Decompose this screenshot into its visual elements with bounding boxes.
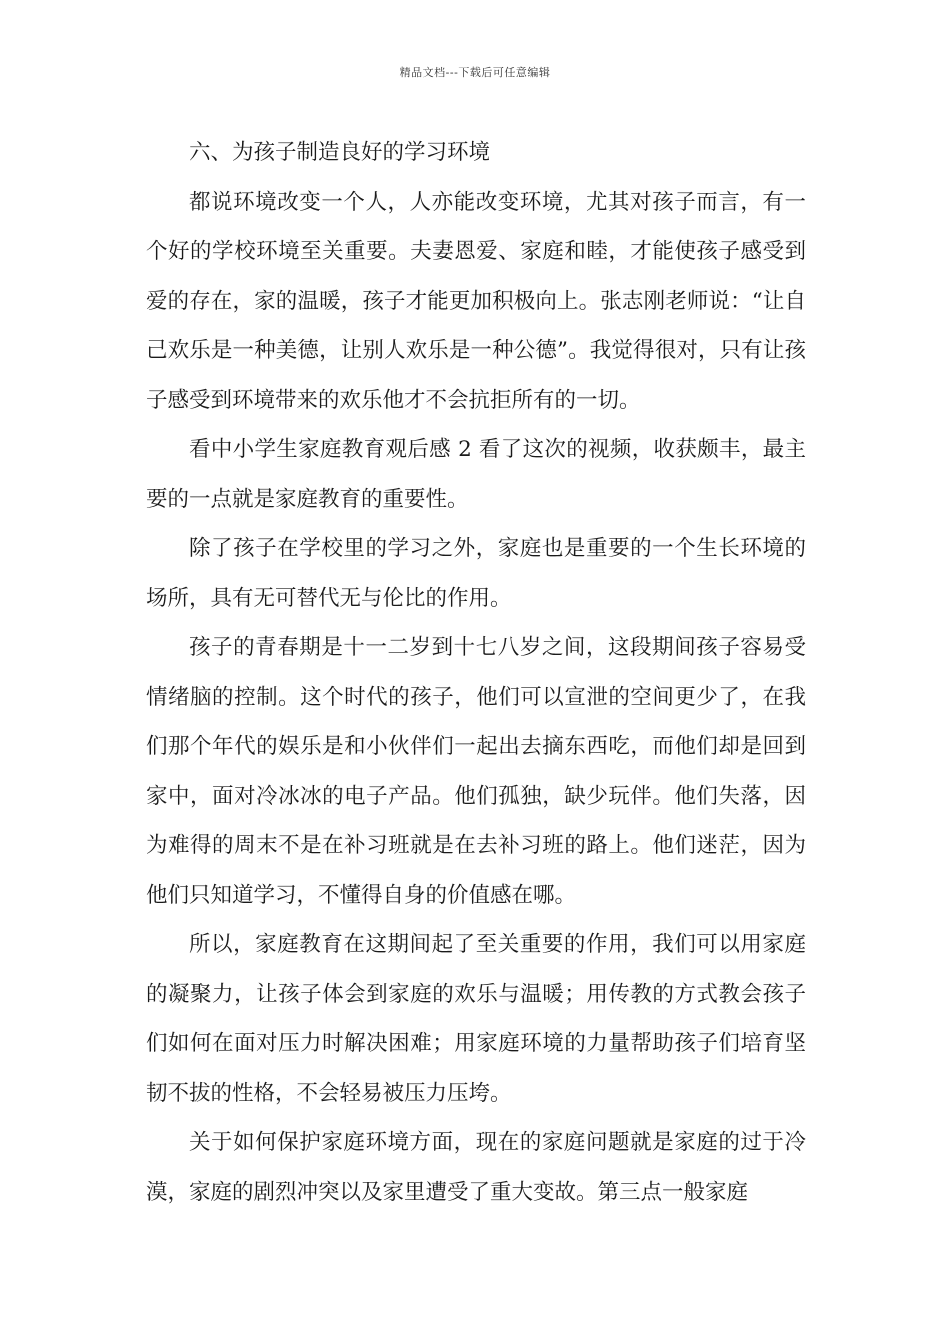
page-header: 精品文档---下载后可任意编辑 xyxy=(399,66,551,79)
paragraph: 都说环境改变一个人，人亦能改变环境，尤其对孩子而言，有一个好的学校环境至关重要。夫妻恩爱、家庭和睦，才能使孩子感受到爱的存在，家的温暖，孩子才能更加积极向上。张志刚老师说：“让自己欢乐是一种美德，让别人欢乐是一种公德”。我觉得很对，只有让孩子感受到环境带来的欢乐他才不会抗拒所有的一切。 xyxy=(146,189,806,413)
document-body xyxy=(146,128,806,1217)
paragraph: 关于如何保护家庭环境方面，现在的家庭问题就是家庭的过于冷漠，家庭的剧烈冲突以及家里遭受了重大变故。第三点一般家庭 xyxy=(146,1130,806,1205)
paragraph: 孩子的青春期是十一二岁到十七八岁之间，这段期间孩子容易受情绪脑的控制。这个时代的孩子，他们可以宣泄的空间更少了，在我们那个年代的娱乐是和小伙伴们一起出去摘东西吃，而他们却是回到家中，面对冷冰冰的电子产品。他们孤独，缺少玩伴。他们失落，因为难得的周末不是在补习班就是在去补习班的路上。他们迷茫，因为他们只知道学习，不懂得自身的价值感在哪。 xyxy=(146,635,806,908)
paragraph: 所以，家庭教育在这期间起了至关重要的作用，我们可以用家庭的凝聚力，让孩子体会到家庭的欢乐与温暖；用传教的方式教会孩子们如何在面对压力时解决困难；用家庭环境的力量帮助孩子们培育坚韧不拔的性格，不会轻易被压力压垮。 xyxy=(146,932,806,1106)
paragraph: 看中小学生家庭教育观后感 2 看了这次的视频，收获颇丰，最主要的一点就是家庭教育的重要性。 xyxy=(146,437,806,512)
paragraph: 除了孩子在学校里的学习之外，家庭也是重要的一个生长环境的场所，具有无可替代无与伦比的作用。 xyxy=(146,536,806,611)
section-heading: 六、为孩子制造良好的学习环境 xyxy=(189,140,491,165)
